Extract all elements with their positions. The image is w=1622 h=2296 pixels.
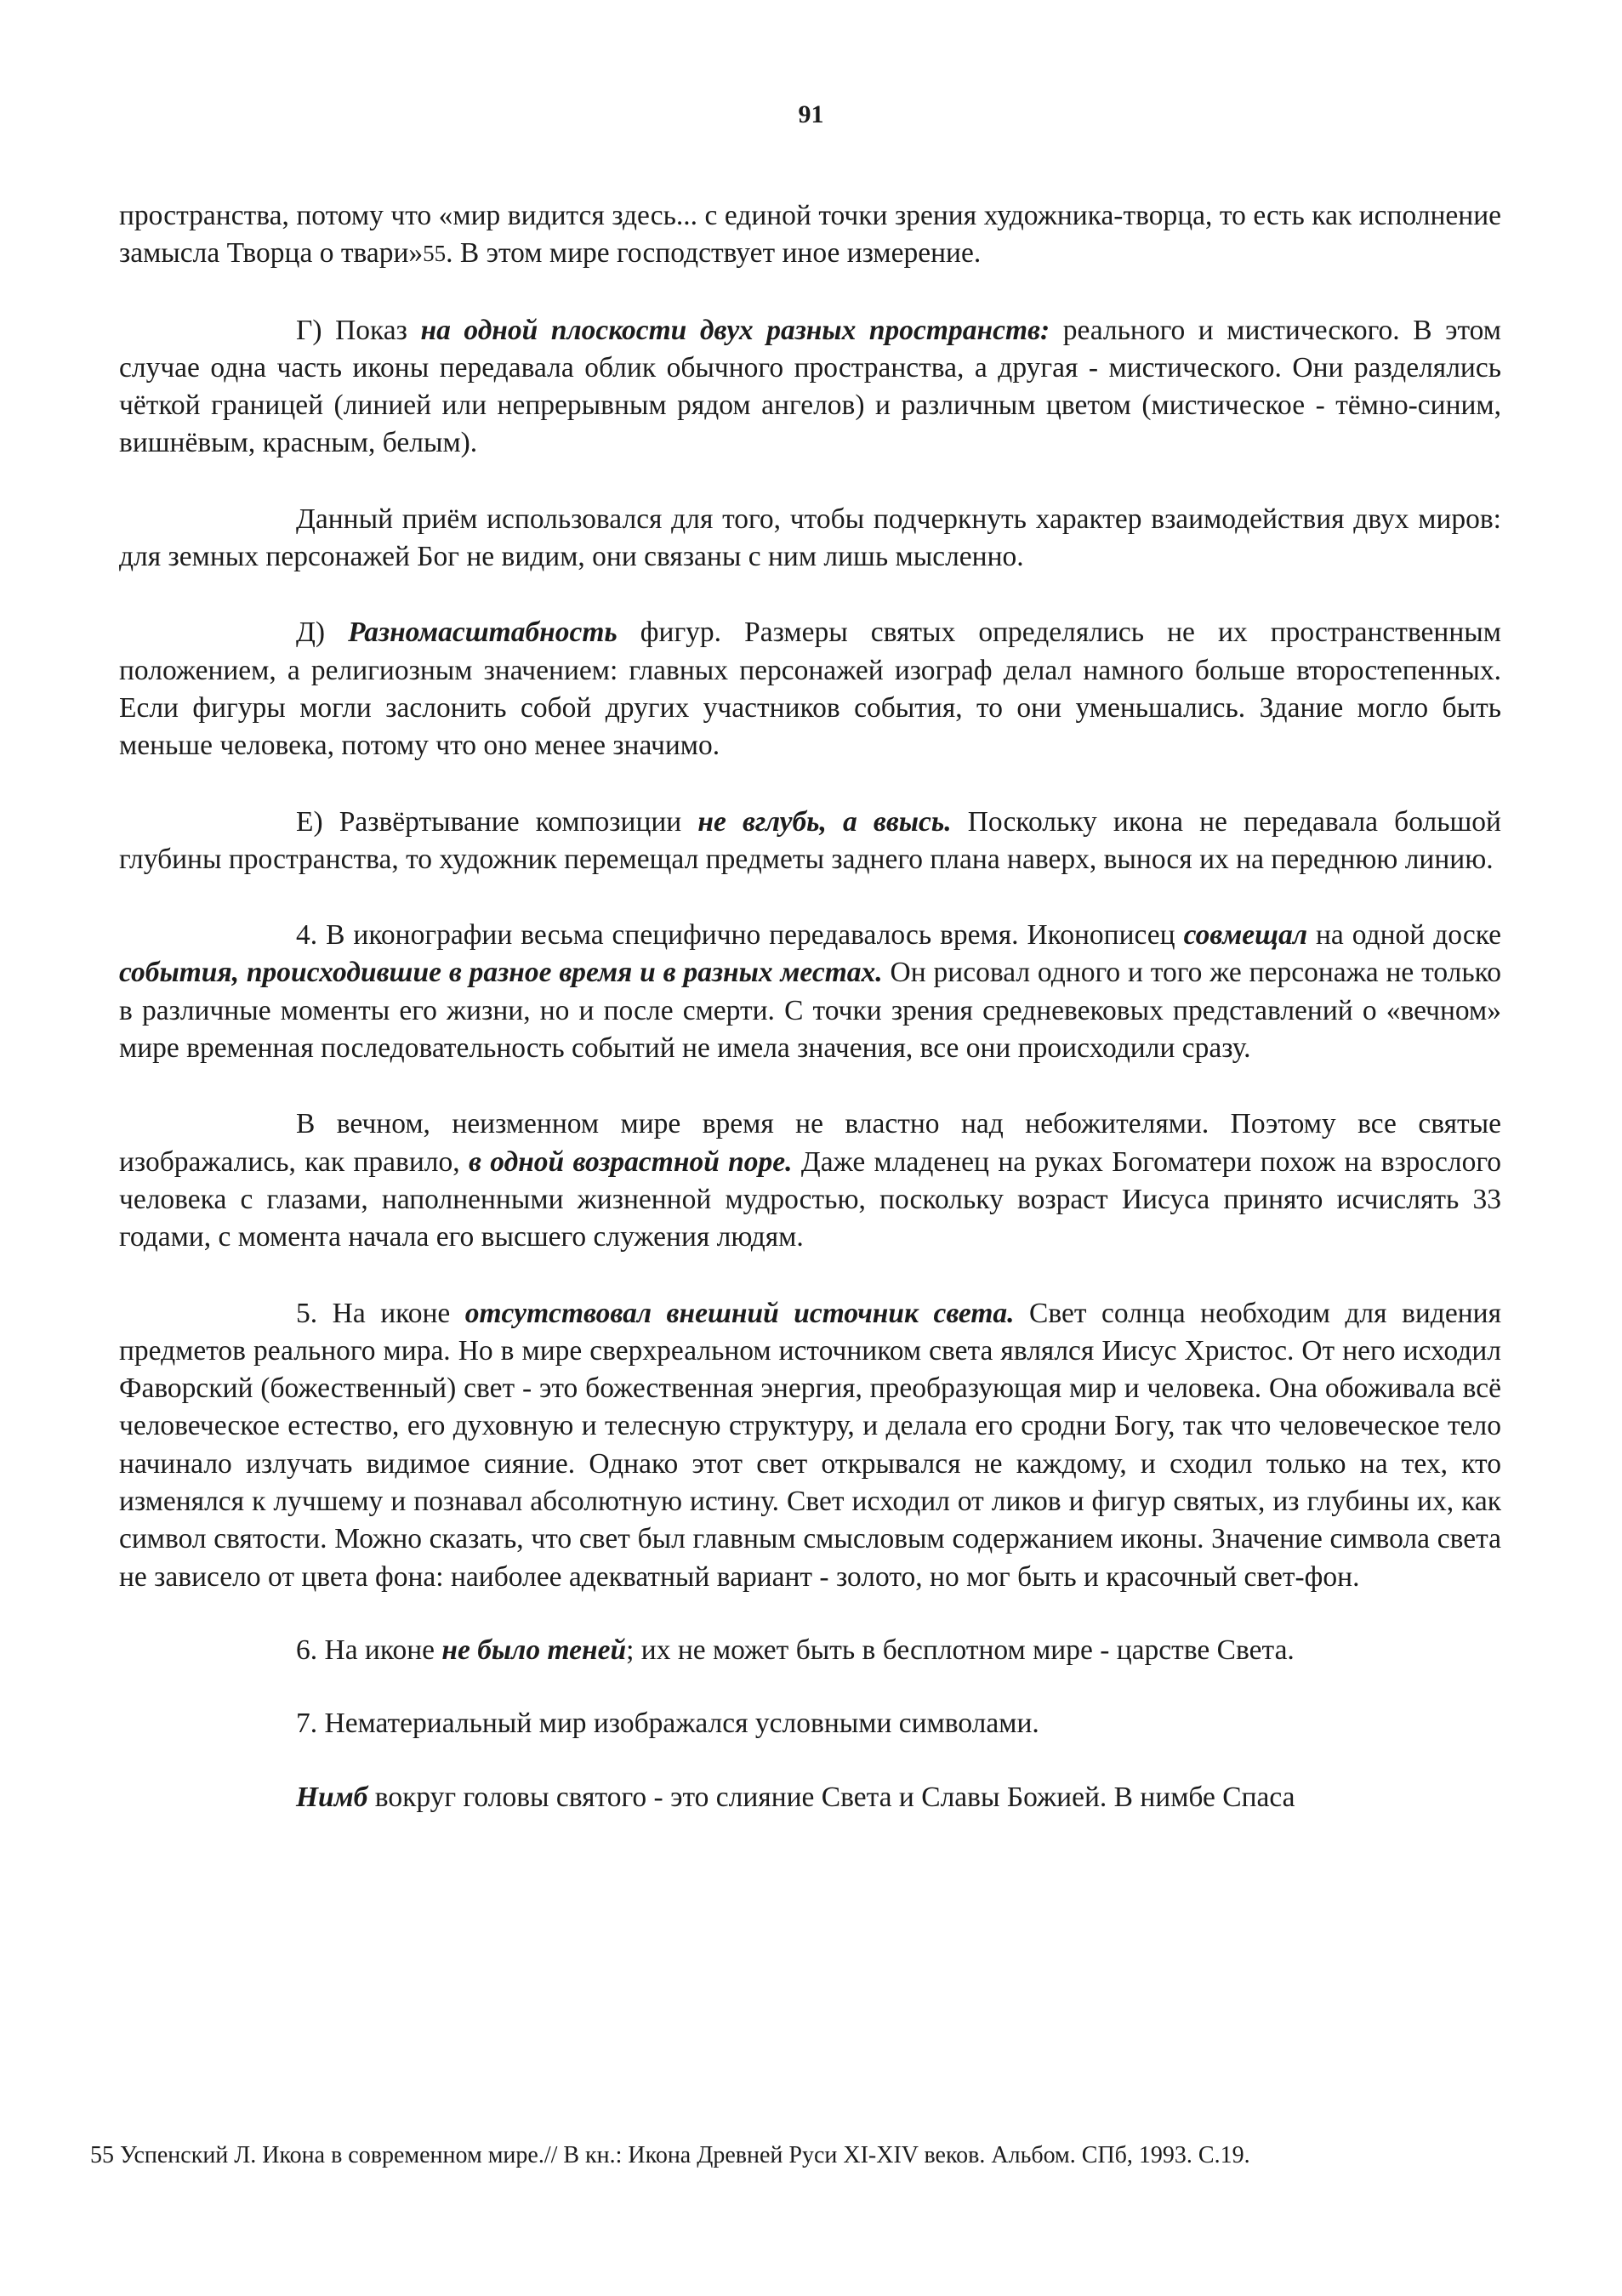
paragraph-time [119, 917, 1501, 1067]
paragraph-scale [119, 614, 1501, 764]
emphasis-text: отсутствовал внешний источник света. [464, 1297, 1015, 1329]
text-run: фигур. Размеры святых определялись не их пространственным положением, а религиозным значением: главных персонажей изограф делал намного больше второстепенных. Если фигуры могли заслонить собой других участников события, то они уменьшались. Здание могло быть меньше человека, потому что оно менее значимо. [119, 617, 1501, 762]
text-run: 7. Нематериальный мир изображался условными символами. [296, 1708, 1039, 1740]
text-run: на одной доске [1307, 919, 1501, 952]
paragraph-two-spaces [119, 312, 1501, 463]
paragraph-space-continuation [119, 197, 1501, 274]
emphasis-text: события, происходившие в разное время и в разных местах. [119, 957, 883, 989]
emphasis-text: Нимб [296, 1781, 368, 1813]
emphasis-text: не вглубь, а ввысь. [697, 805, 952, 838]
footnote [90, 2140, 1536, 2171]
text-run: В вечном, неизменном мире время не властно над небожителями. Поэтому все святые изображались, как правило, [119, 1108, 1501, 1178]
footnote-text: Успенский Л. Икона в современном мире.// В кн.: Икона Древней Руси XI-XIV веков. Альбом. СПб, 1993. С.19. [114, 2142, 1250, 2168]
page-number: 91 [798, 100, 824, 128]
text-run: 5. На иконе [296, 1297, 465, 1329]
text-run: Даже младенец на руках Богоматери похож на взрослого человека с глазами, наполненными жизненной мудростью, поскольку возраст Иисуса принято исчислять 33 годами, с момента начала его высшего служения людям. [119, 1145, 1502, 1253]
emphasis-text: совмещал [1183, 919, 1308, 952]
paragraph-eternal-world [119, 1105, 1501, 1256]
paragraph-light [119, 1295, 1501, 1596]
paragraph-nimbus [119, 1779, 1501, 1816]
text-run: Данный приём использовался для того, чтобы подчеркнуть характер взаимодействия двух миров: для земных персонажей Бог не видим, они связаны с ним лишь мысленно. [119, 503, 1501, 573]
text-run: ; их не может быть в бесплотном мире - царстве Света. [626, 1634, 1295, 1666]
paragraph-shadows [119, 1632, 1501, 1669]
footnote-marker: 55 [90, 2142, 114, 2168]
emphasis-text: в одной возрастной поре. [468, 1145, 793, 1178]
text-run: Г) Показ [296, 314, 421, 346]
text-run: 4. В иконографии весьма специфично передавалось время. Иконописец [296, 919, 1184, 952]
paragraph-two-worlds [119, 501, 1501, 577]
emphasis-text: Разномасштабность [348, 617, 617, 649]
text-run: вокруг головы святого - это слияние Света и Славы Божией. В нимбе Спаса [367, 1781, 1295, 1813]
text-run: . В этом мире господствует иное измерение. [446, 237, 982, 270]
paragraph-composition [119, 804, 1501, 879]
text-run: Он рисовал одного и того же персонажа не только в различные моменты его жизни, но и после смерти. С точки зрения средневековых представлений о «вечном» мире временная последовательность событий не имела значения, все они происходили сразу. [119, 957, 1501, 1065]
text-run: Поскольку икона не передавала большой глубины пространства, то художник перемещал предметы заднего плана наверх, вынося их на переднюю линию. [119, 805, 1501, 875]
text-run: 6. На иконе [296, 1634, 442, 1666]
text-run: Д) [296, 617, 349, 649]
text-run: пространства, потому что «мир видится здесь... с единой точки зрения художника-творца, то есть как исполнение замысла Творца о твари» [119, 200, 1501, 270]
emphasis-text: не было теней [441, 1634, 627, 1666]
footnote-reference: 55 [423, 241, 447, 267]
page-body [119, 197, 1501, 1816]
text-run: реального и мистического. В этом случае одна часть иконы передавала облик обычного пространства, а другая - мистического. Они разделялись чёткой границей (линией или непрерывным рядом ангелов) и различным цветом (мистическое - тёмно-синим, вишнёвым, красным, белым). [119, 314, 1501, 459]
text-run: Е) Развёртывание композиции [296, 805, 698, 838]
paragraph-symbols [119, 1705, 1501, 1742]
emphasis-text: на одной плоскости двух разных пространств: [420, 314, 1050, 346]
text-run: Свет солнца необходим для видения предметов реального мира. Но в мире сверхреальном источником света являлся Иисус Христос. От него исходил Фаворский (божественный) свет - это божественная энергия, преобразующая мир и человека. Она обоживала всё человеческое естество, его духовную и телесную структуру, и делала его сродни Богу, так что человеческое тело начинало излучать видимое сияние. Однако этот свет открывался не каждому, и сходил только на тех, кто изменялся к лучшему и познавал абсолютную истину. Свет исходил от ликов и фигур святых, из глубины их, как символ святости. Можно сказать, что свет был главным смысловым содержанием иконы. Значение символа света не зависело от цвета фона: наиболее адекватный вариант - золото, но мог быть и красочный свет-фон. [119, 1297, 1501, 1593]
